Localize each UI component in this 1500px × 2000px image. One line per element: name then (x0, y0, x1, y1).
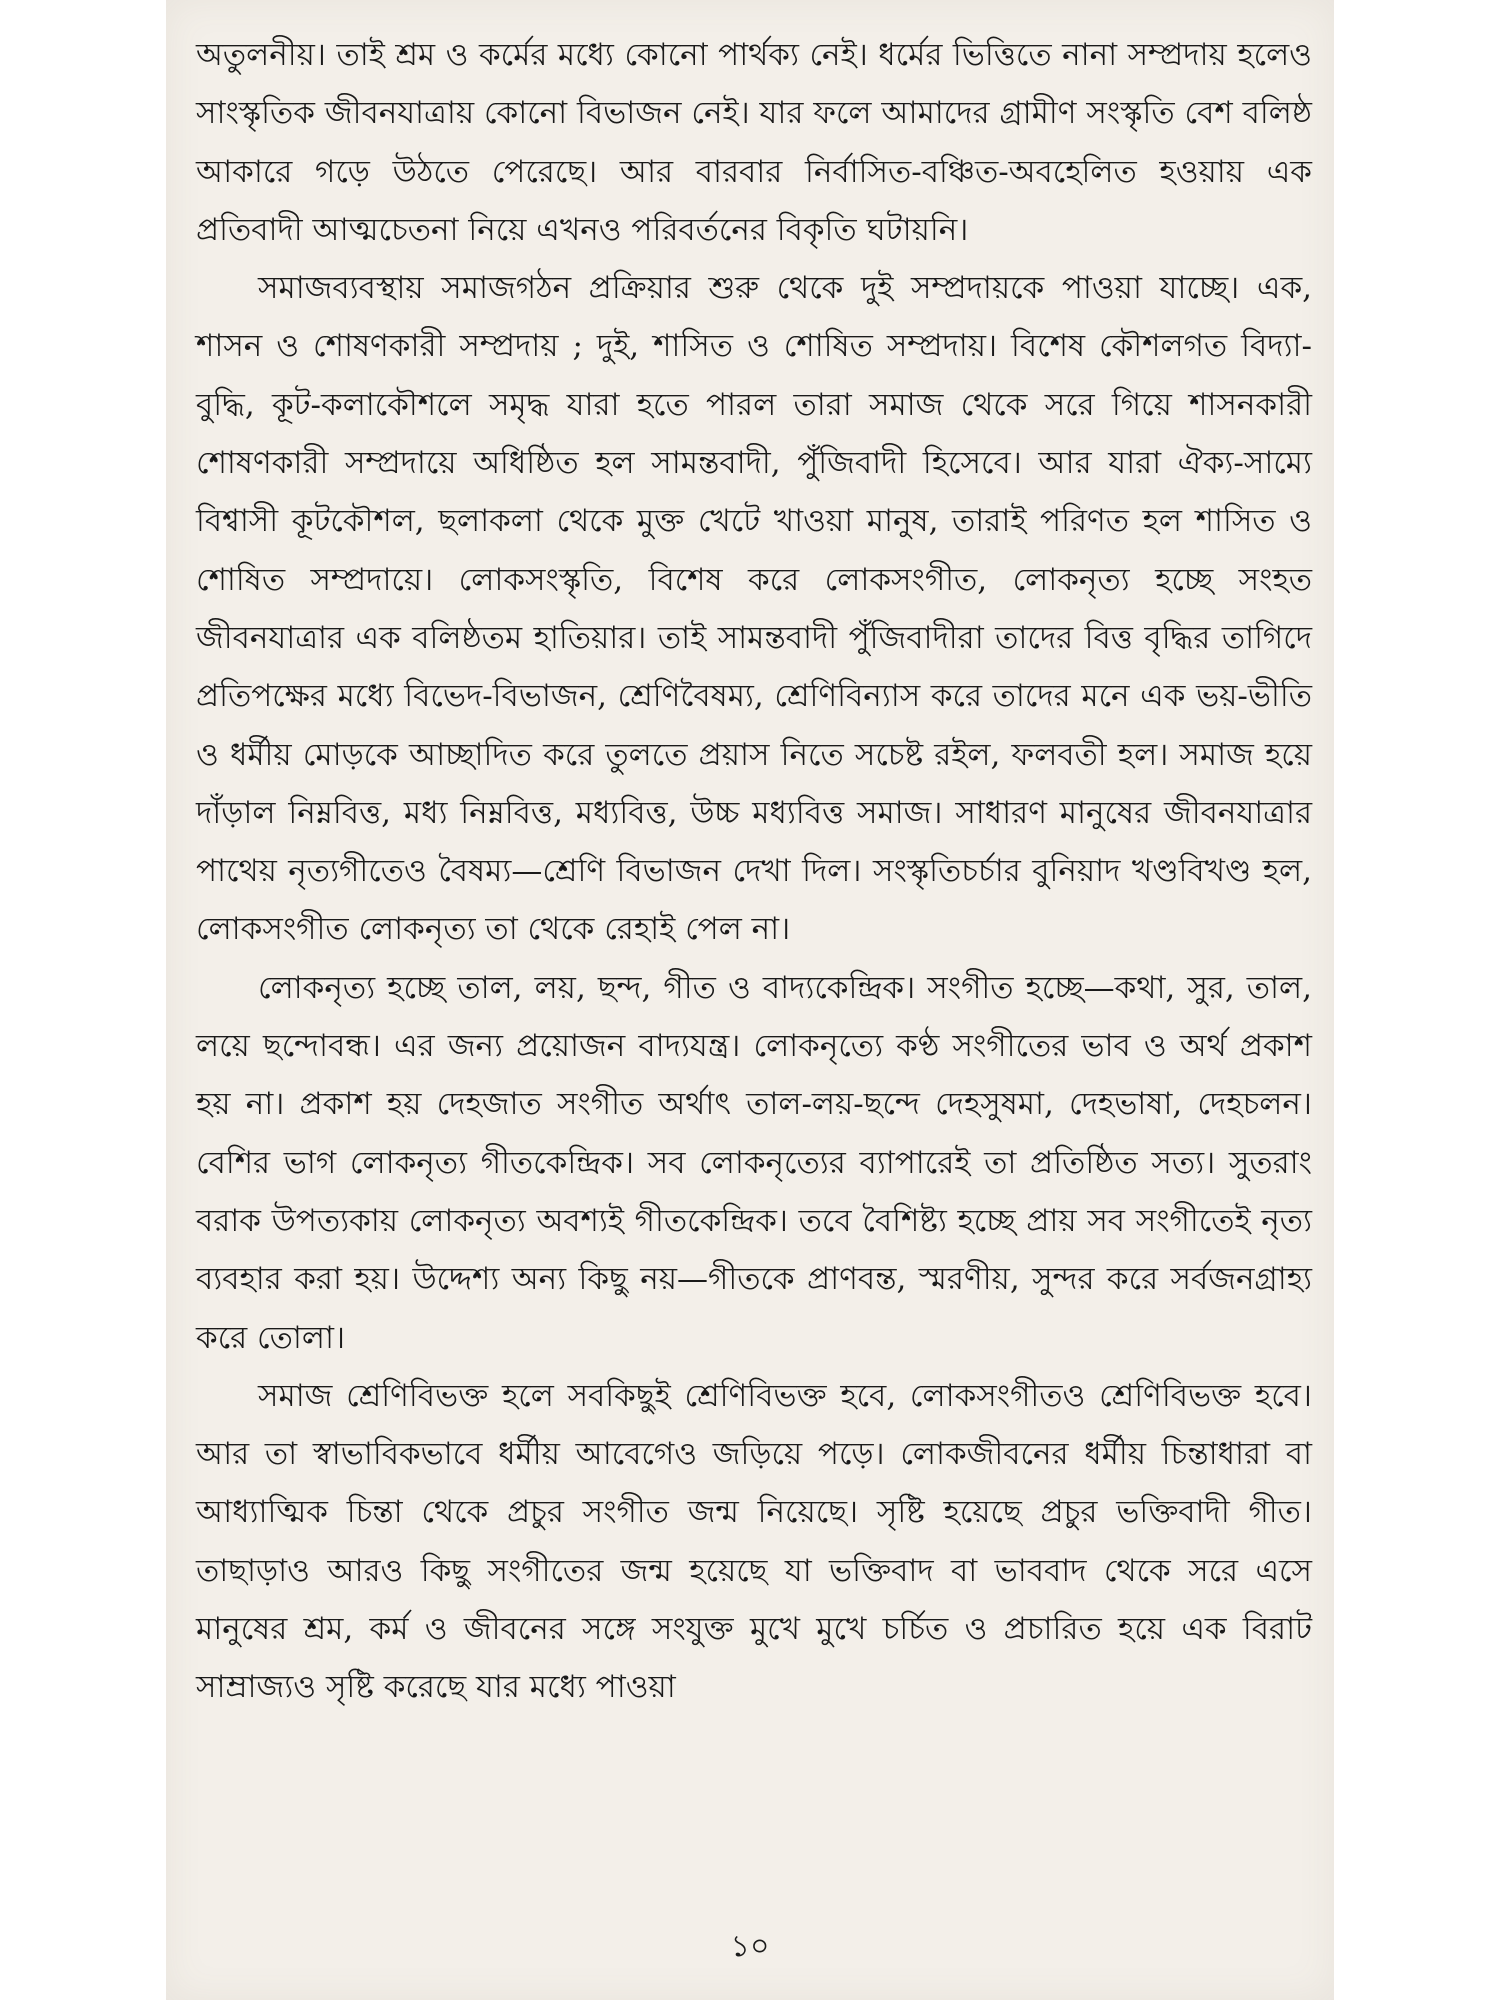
paragraph-3: লোকনৃত্য হচ্ছে তাল, লয়, ছন্দ, গীত ও বাদ্যকেন্দ্রিক। সংগীত হচ্ছে—কথা, সুর, তাল, লয়ে ছন্দোবন্ধ। এর জন্য প্রয়োজন বাদ্যযন্ত্র। লোকনৃত্যে কণ্ঠ সংগীতের ভাব ও অর্থ প্রকাশ হয় না। প্রকাশ হয় দেহজাত সংগীত অর্থাৎ তাল-লয়-ছন্দে দেহসুষমা, দেহভাষা, দেহচলন। বেশির ভাগ লোকনৃত্য গীতকেন্দ্রিক। সব লোকনৃত্যের ব্যাপারেই তা প্রতিষ্ঠিত সত্য। সুতরাং বরাক উপত্যকায় লোকনৃত্য অবশ্যই গীতকেন্দ্রিক। তবে বৈশিষ্ট্য হচ্ছে প্রায় সব সংগীতেই নৃত্য ব্যবহার করা হয়। উদ্দেশ্য অন্য কিছু নয়—গীতকে প্রাণবন্ত, স্মরণীয়, সুন্দর করে সর্বজনগ্রাহ্য করে তোলা। (196, 969, 1312, 1356)
body-text (196, 26, 1312, 1717)
page-number: ১০ (730, 1929, 770, 1964)
paragraph-1: অতুলনীয়। তাই শ্রম ও কর্মের মধ্যে কোনো পার্থক্য নেই। ধর্মের ভিত্তিতে নানা সম্প্রদায় হলেও সাংস্কৃতিক জীবনযাত্রায় কোনো বিভাজন নেই। যার ফলে আমাদের গ্রামীণ সংস্কৃতি বেশ বলিষ্ঠ আকারে গড়ে উঠতে পেরেছে। আর বারবার নির্বাসিত-বঞ্চিত-অবহেলিত হওয়ায় এক প্রতিবাদী আত্মচেতনা নিয়ে এখনও পরিবর্তনের বিকৃতি ঘটায়নি। (196, 37, 1312, 248)
paragraph-2: সমাজব্যবস্থায় সমাজগঠন প্রক্রিয়ার শুরু থেকে দুই সম্প্রদায়কে পাওয়া যাচ্ছে। এক, শাসন ও শোষণকারী সম্প্রদায় ; দুই, শাসিত ও শোষিত সম্প্রদায়। বিশেষ কৌশলগত বিদ্যা-বুদ্ধি, কূট-কলাকৌশলে সমৃদ্ধ যারা হতে পারল তারা সমাজ থেকে সরে গিয়ে শাসনকারী শোষণকারী সম্প্রদায়ে অধিষ্ঠিত হল সামন্তবাদী, পুঁজিবাদী হিসেবে। আর যারা ঐক্য-সাম্যে বিশ্বাসী কূটকৌশল, ছলাকলা থেকে মুক্ত খেটে খাওয়া মানুষ, তারাই পরিণত হল শাসিত ও শোষিত সম্প্রদায়ে। লোকসংস্কৃতি, বিশেষ করে লোকসংগীত, লোকনৃত্য হচ্ছে সংহত জীবনযাত্রার এক বলিষ্ঠতম হাতিয়ার। তাই সামন্তবাদী পুঁজিবাদীরা তাদের বিত্ত বৃদ্ধির তাগিদে প্রতিপক্ষের মধ্যে বিভেদ-বিভাজন, শ্রেণিবৈষম্য, শ্রেণিবিন্যাস করে তাদের মনে এক ভয়-ভীতি ও ধর্মীয় মোড়কে আচ্ছাদিত করে তুলতে প্রয়াস নিতে সচেষ্ট রইল, ফলবতী হল। সমাজ হয়ে দাঁড়াল নিম্নবিত্ত, মধ্য নিম্নবিত্ত, মধ্যবিত্ত, উচ্চ মধ্যবিত্ত সমাজ। সাধারণ মানুষের জীবনযাত্রার পাথেয় নৃত্যগীতেও বৈষম্য—শ্রেণি বিভাজন দেখা দিল। সংস্কৃতিচর্চার বুনিয়াদ খণ্ডবিখণ্ড হল, লোকসংগীত লোকনৃত্য তা থেকে রেহাই পেল না। (196, 270, 1312, 948)
paragraph-4: সমাজ শ্রেণিবিভক্ত হলে সবকিছুই শ্রেণিবিভক্ত হবে, লোকসংগীতও শ্রেণিবিভক্ত হবে। আর তা স্বাভাবিকভাবে ধর্মীয় আবেগেও জড়িয়ে পড়ে। লোকজীবনের ধর্মীয় চিন্তাধারা বা আধ্যাত্মিক চিন্তা থেকে প্রচুর সংগীত জন্ম নিয়েছে। সৃষ্টি হয়েছে প্রচুর ভক্তিবাদী গীত। তাছাড়াও আরও কিছু সংগীতের জন্ম হয়েছে যা ভক্তিবাদ বা ভাববাদ থেকে সরে এসে মানুষের শ্রম, কর্ম ও জীবনের সঙ্গে সংযুক্ত মুখে মুখে চর্চিত ও প্রচারিত হয়ে এক বিরাট সাম্রাজ্যও সৃষ্টি করেছে যার মধ্যে পাওয়া (196, 1377, 1312, 1706)
